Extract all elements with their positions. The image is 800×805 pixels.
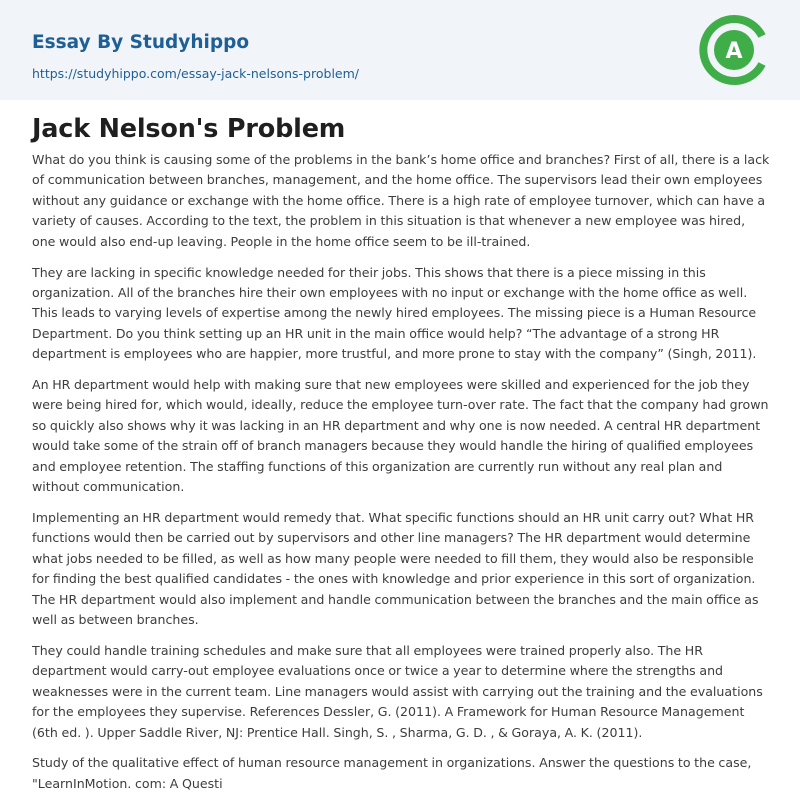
essay-title: Jack Nelson's Problem: [32, 114, 346, 144]
essay-url[interactable]: https://studyhippo.com/essay-jack-nelsons-problem/: [32, 66, 359, 81]
essay-paragraph: An HR department would help with making sure that new employees were skilled and experienced for the job they were being hired for, which would, ideally, reduce the employee turn-over rate. The fact that the company had grown so quickly also shows why it was lacking in an HR department and why one is now needed. A central HR department would take some of the strain off of branch managers because they would handle the hiring of qualified employees and employee retention. The staffing functions of this organization are currently run without any real plan and without communication.: [32, 377, 769, 495]
essay-paragraph: Study of the qualitative effect of human resource management in organizations. Answer the questions to the case, "LearnInMotion. com: A Questi: [32, 755, 752, 791]
studyhippo-logo-icon[interactable]: [698, 14, 770, 86]
essay-paragraph: Implementing an HR department would remedy that. What specific functions should an HR unit carry out? What HR functions would then be carried out by supervisors and other line managers? The HR department would determine what jobs needed to be filled, as well as how many people were needed to fill them, they would also be responsible for finding the best qualified candidates - the ones with knowledge and prior experience in this sort of organization. The HR department would also implement and handle communication between the branches and the main office as well as between branches.: [32, 510, 759, 628]
essay-paragraph: They are lacking in specific knowledge needed for their jobs. This shows that there is a piece missing in this organization. All of the branches hire their own employees with no input or exchange with the home office as well. This leads to varying levels of expertise among the newly hired employees. The missing piece is a Human Resource Department. Do you think setting up an HR unit in the main office would help? “The advantage of a strong HR department is employees who are happier, more trustful, and more prone to stay with the company” (Singh, 2011).: [32, 264, 757, 362]
essay-content: [32, 114, 770, 805]
logo-letter: A: [725, 39, 743, 64]
essay-paragraph: What do you think is causing some of the problems in the bank’s home office and branches? First of all, there is a lack of communication between branches, management, and the home office. The supervisors lead their own employees without any guidance or exchange with the home office. There is a high rate of employee turnover, which can have a variety of causes. According to the text, the problem in this situation is that whenever a new employee was hired, one would also end-up leaving. People in the home office seem to be ill-trained.: [32, 152, 770, 249]
site-brand[interactable]: Essay By Studyhippo: [32, 32, 250, 53]
essay-paragraph: They could handle training schedules and make sure that all employees were trained properly also. The HR department would carry-out employee evaluations once or twice a year to determine where the strengths and weaknesses were in the current team. Line managers would assist with carrying out the training and the evaluations for the employees they supervise. References Dessler, G. (2011). A Framework for Human Resource Management (6th ed. ). Upper Saddle River, NJ: Prentice Hall. Singh, S. , Sharma, G. D. , & Goraya, A. K. (2011).: [32, 642, 763, 740]
site-header: [0, 0, 800, 100]
